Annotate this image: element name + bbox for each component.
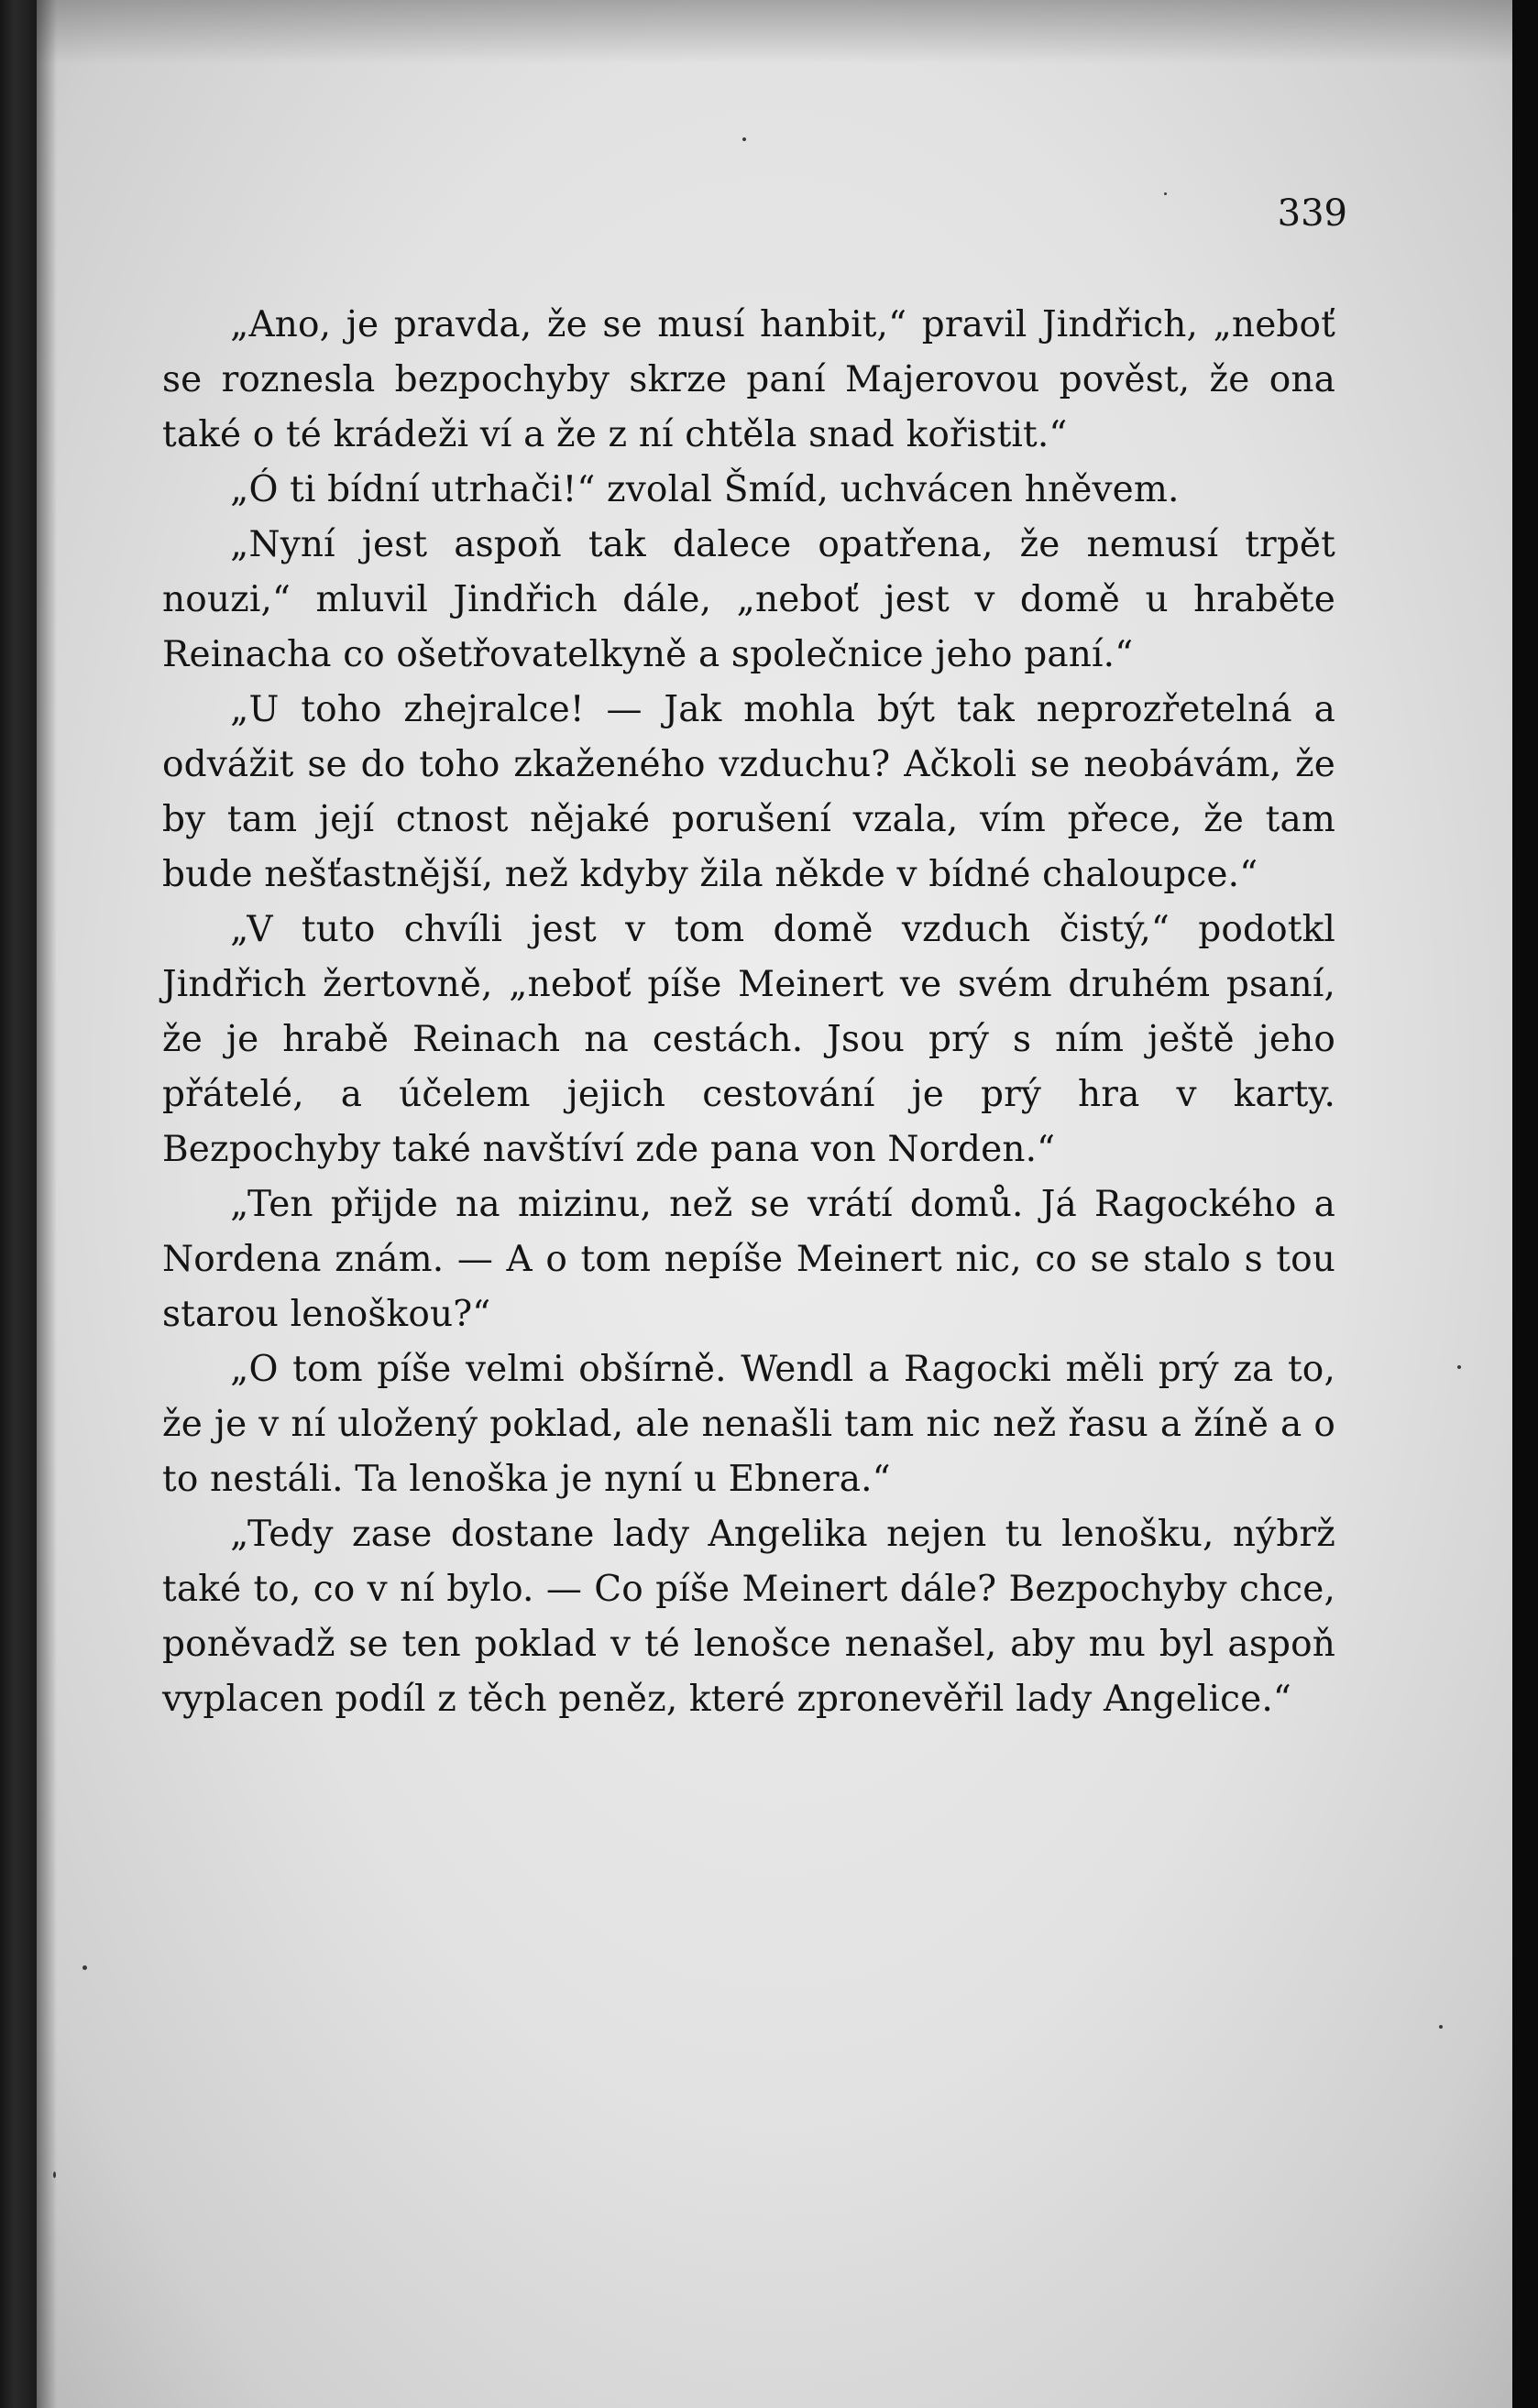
paragraph: „Nyní jest aspoň tak dalece opatřena, že nemusí trpět nouzi,“ mluvil Jindřich dále, „neboť jest v domě u hraběte Reinacha co ošetřovatelkyně a společnice jeho paní.“ [162, 524, 1335, 675]
scan-speck [1439, 2025, 1443, 2029]
paragraph: „U toho zhejralce! — Jak mohla být tak neprozřetelná a odvážit se do toho zkaženého vzduchu? Ačkoli se neobávám, že by tam její ctnost nějaké porušení vzala, vím přece, že tam bude nešťastnější, než kdyby žila někde v bídné chaloupce.“ [162, 689, 1335, 895]
scan-speck [742, 137, 746, 141]
scan-speck [53, 2172, 56, 2178]
paragraph: „Ó ti bídní utrhači!“ zvolal Šmíd, uchvácen hněvem. [230, 469, 1180, 510]
scan-speck [1457, 1365, 1461, 1369]
book-page [37, 0, 1512, 2408]
paragraph: „O tom píše velmi obšírně. Wendl a Ragocki měli prý za to, že je v ní uložený poklad, ale nenašli tam nic než řasu a žíně a o to nestáli. Ta lenoška je nyní u Ebnera.“ [162, 1349, 1335, 1500]
paragraph: „Tedy zase dostane lady Angelika nejen tu lenošku, nýbrž také to, co v ní bylo. — Co píše Meinert dále? Bezpochyby chce, poněvadž se ten poklad v té lenošce nenašel, aby mu byl aspoň vyplacen podíl z těch peněz, které zpronevěřil lady Angelice.“ [162, 1514, 1335, 1720]
paragraph: „Ano, je pravda, že se musí hanbit,“ pravil Jindřich, „neboť se roznesla bezpochyby skrze paní Majerovou pověst, že ona také o té krádeži ví a že z ní chtěla snad kořistit.“ [162, 304, 1335, 455]
body-text [162, 298, 1335, 1727]
book-binding-edge [0, 0, 37, 2408]
scan-speck [1164, 192, 1167, 195]
page-number: 339 [1277, 192, 1347, 235]
paragraph: „Ten přijde na mizinu, než se vrátí domů. Já Ragockého a Nordena znám. — A o tom nepíše Meinert nic, co se stalo s tou starou lenoškou?“ [162, 1184, 1335, 1335]
scan-speck [82, 1965, 87, 1970]
paragraph: „V tuto chvíli jest v tom domě vzduch čistý,“ podotkl Jindřich žertovně, „neboť píše Meinert ve svém druhém psaní, že je hrabě Reinach na cestách. Jsou prý s ním ještě jeho přátelé, a účelem jejich cestování je prý hra v karty. Bezpochyby také navštíví zde pana von Norden.“ [162, 909, 1335, 1170]
